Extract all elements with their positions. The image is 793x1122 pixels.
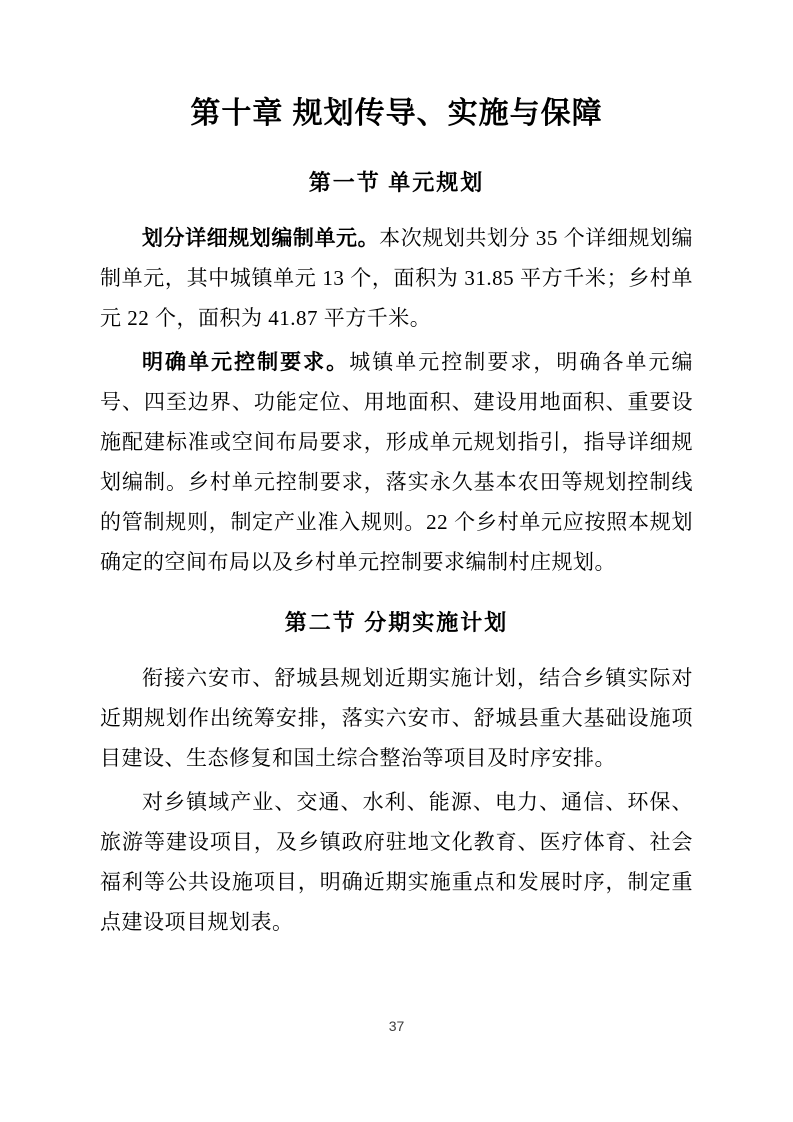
- page-footer: [0, 1016, 793, 1036]
- paragraph-lead: 明确单元控制要求。: [142, 350, 350, 374]
- section-1-paragraph-1: [100, 218, 693, 338]
- chapter-title: 第十章 规划传导、实施与保障: [190, 97, 603, 130]
- section-2-paragraph-1: [100, 658, 693, 778]
- paragraph-text: 本次规划共划分 35 个详细规划编制单元，其中城镇单元 13 个，面积为 31.85 平方千米；乡村单元 22 个，面积为 41.87 平方千米。: [100, 226, 694, 330]
- paragraph-text: 衔接六安市、舒城县规划近期实施计划，结合乡镇实际对近期规划作出统筹安排，落实六安市、舒城县重大基础设施项目建设、生态修复和国土综合整治等项目及时序安排。: [100, 666, 693, 770]
- page-number: 37: [388, 1018, 405, 1034]
- section-1-heading: 第一节 单元规划: [308, 170, 485, 195]
- paragraph-text: 城镇单元控制要求，明确各单元编号、四至边界、功能定位、用地面积、建设用地面积、重要设施配建标准或空间布局要求，形成单元规划指引，指导详细规划编制。乡村单元控制要求，落实永久基本农田等规划控制线的管制规则，制定产业准入规则。22 个乡村单元应按照本规划确定的空间布局以及乡村单元控制要求编制村庄规划。: [100, 350, 694, 574]
- section-2-paragraph-2: [100, 782, 693, 942]
- section-2-heading: 第二节 分期实施计划: [284, 610, 509, 635]
- paragraph-lead: 划分详细规划编制单元。: [142, 226, 380, 250]
- section-1-paragraph-2: [100, 342, 693, 582]
- paragraph-text: 对乡镇域产业、交通、水利、能源、电力、通信、环保、旅游等建设项目，及乡镇政府驻地文化教育、医疗体育、社会福利等公共设施项目，明确近期实施重点和发展时序，制定重点建设项目规划表。: [100, 790, 693, 934]
